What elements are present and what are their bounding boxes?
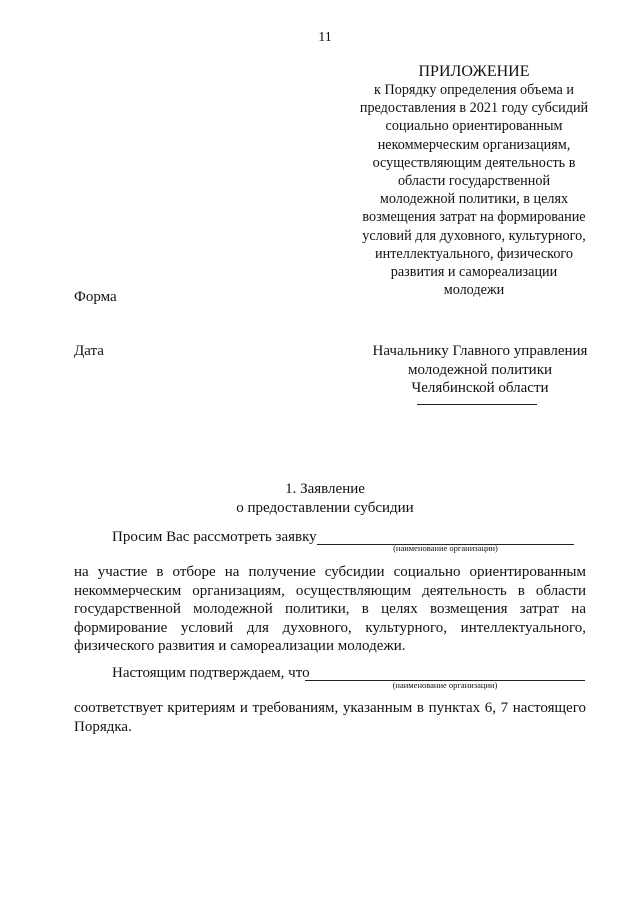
appendix-line: некоммерческим организациям, xyxy=(377,136,571,153)
appendix-line: развития и самореализации xyxy=(390,264,558,281)
confirm-text: Настоящим подтверждаем, что xyxy=(112,665,310,681)
request-row xyxy=(112,529,582,553)
addressee-line: Начальнику Главного управления xyxy=(372,343,588,359)
statement-heading xyxy=(200,480,450,518)
addressee-name-blank xyxy=(417,404,537,405)
confirm-paragraph: соответствует критериям и требованиям, указанным в пунктах 6, 7 настоящего Порядка. xyxy=(74,700,586,735)
appendix-line: условий для духовного, культурного, xyxy=(362,227,586,244)
appendix-line: к Порядку определения объема и xyxy=(374,82,574,98)
form-label: Форма xyxy=(74,289,117,305)
appendix-line: молодежной политики, в целях xyxy=(379,191,569,208)
statement-subtitle: о предоставлении субсидии xyxy=(236,500,414,516)
addressee-block xyxy=(362,342,598,398)
appendix-block xyxy=(330,62,618,299)
organization-name-caption: (наименование организации) xyxy=(392,680,498,690)
request-paragraph: на участие в отборе на получение субсидии социально ориентированным некоммерческим организациям, осуществляющим деятельность в области государственной молодежной политики, в целях возмещения затрат на формирование условий для духовного, культурного, интеллектуального, физического развития и самореализации молодежи. xyxy=(74,564,586,655)
appendix-title: ПРИЛОЖЕНИЕ xyxy=(418,63,530,80)
appendix-line: области государственной xyxy=(397,173,551,190)
appendix-line: предоставления в 2021 году субсидий xyxy=(359,100,589,117)
appendix-line: интеллектуального, физического xyxy=(375,245,573,262)
appendix-line: осуществляющим деятельность в xyxy=(372,154,576,171)
addressee-line: Челябинской области xyxy=(411,380,549,396)
addressee-line: молодежной политики xyxy=(407,361,553,378)
appendix-line: молодежи xyxy=(443,282,505,299)
appendix-line: возмещения затрат на формирование xyxy=(362,209,586,226)
page-number: 11 xyxy=(318,30,332,45)
appendix-line: социально ориентированным xyxy=(385,118,563,135)
organization-name-caption: (наименование организации) xyxy=(393,543,498,553)
request-text: Просим Вас рассмотреть заявку xyxy=(112,529,317,545)
date-label: Дата xyxy=(74,343,104,359)
confirm-row xyxy=(112,665,498,690)
statement-number-title: 1. Заявление xyxy=(285,481,365,497)
